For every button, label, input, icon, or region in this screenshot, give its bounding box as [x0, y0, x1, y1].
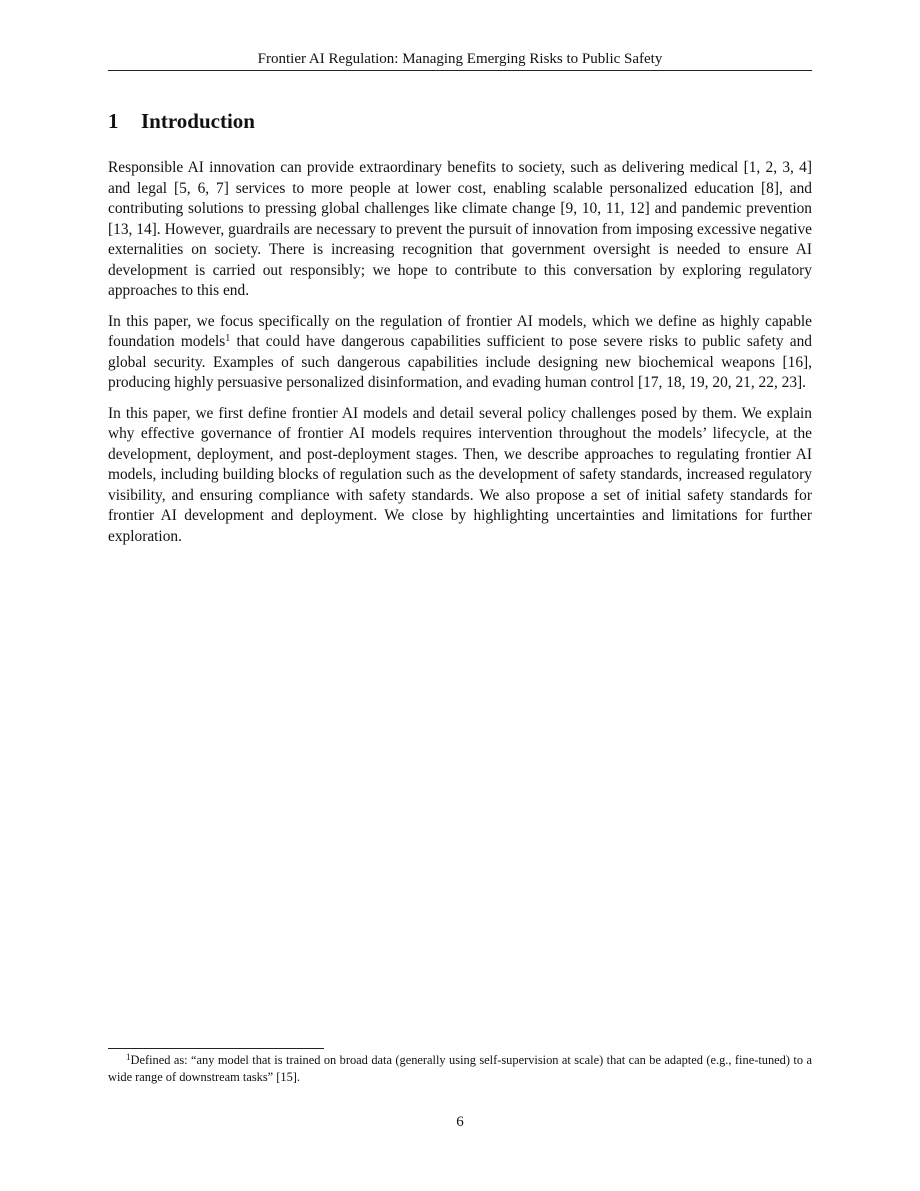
footnote-divider	[108, 1048, 324, 1049]
paragraph-2-end: that could have dangerous capabilities sufficient to pose severe risks to public safety and global security. Examples of such dangerous capabilities include designing new biochemical weapons [16], producing highly persuasive personalized disinformation, and evading human control [17, 18, 19, 20, 21, 22, 23].	[108, 333, 812, 391]
footnote-text: Defined as: “any model that is trained on broad data (generally using self-supervision at scale) that can be adapted (e.g., fine-tuned) to a wide range of downstream tasks” [15].	[108, 1053, 812, 1084]
footnote-mark: 1	[126, 1052, 131, 1062]
footnote-reference[interactable]: 1	[225, 333, 231, 344]
footnote	[108, 1052, 812, 1086]
section-heading	[108, 108, 255, 134]
paragraph-1: Responsible AI innovation can provide extraordinary benefits to society, such as delivering medical [1, 2, 3, 4] and legal [5, 6, 7] services to more people at lower cost, enabling scalable personalized education [8], and contributing solutions to pressing global challenges like climate change [9, 10, 11, 12] and pandemic prevention [13, 14]. However, guardrails are necessary to prevent the pursuit of innovation from imposing excessive negative externalities on society. There is increasing recognition that government oversight is needed to ensure AI development is carried out responsibly; we hope to contribute to this conversation by exploring regulatory approaches to this end.	[108, 159, 812, 299]
body-text	[108, 158, 812, 557]
section-title: Introduction	[141, 109, 255, 133]
paragraph-3: In this paper, we first define frontier AI models and detail several policy challenges posed by them. We explain why effective governance of frontier AI models requires intervention throughout the models’ lifecycle, at the development, deployment, and post-deployment stages. Then, we describe approaches to regulating frontier AI models, including building blocks of regulation such as the development of safety standards, increased regulatory visibility, and ensuring compliance with safety standards. We also propose a set of initial safety standards for frontier AI development and deployment. We close by highlighting uncertainties and limitations for further exploration.	[108, 404, 812, 545]
page-number: 6	[456, 1114, 464, 1130]
paragraph-2	[108, 312, 812, 394]
section-number: 1	[108, 109, 119, 133]
paragraph-2-start: In this paper, we focus specifically on the regulation of frontier AI models, which we define as highly capable foundation models	[108, 312, 812, 350]
running-header: Frontier AI Regulation: Managing Emerging Risks to Public Safety	[108, 50, 812, 71]
